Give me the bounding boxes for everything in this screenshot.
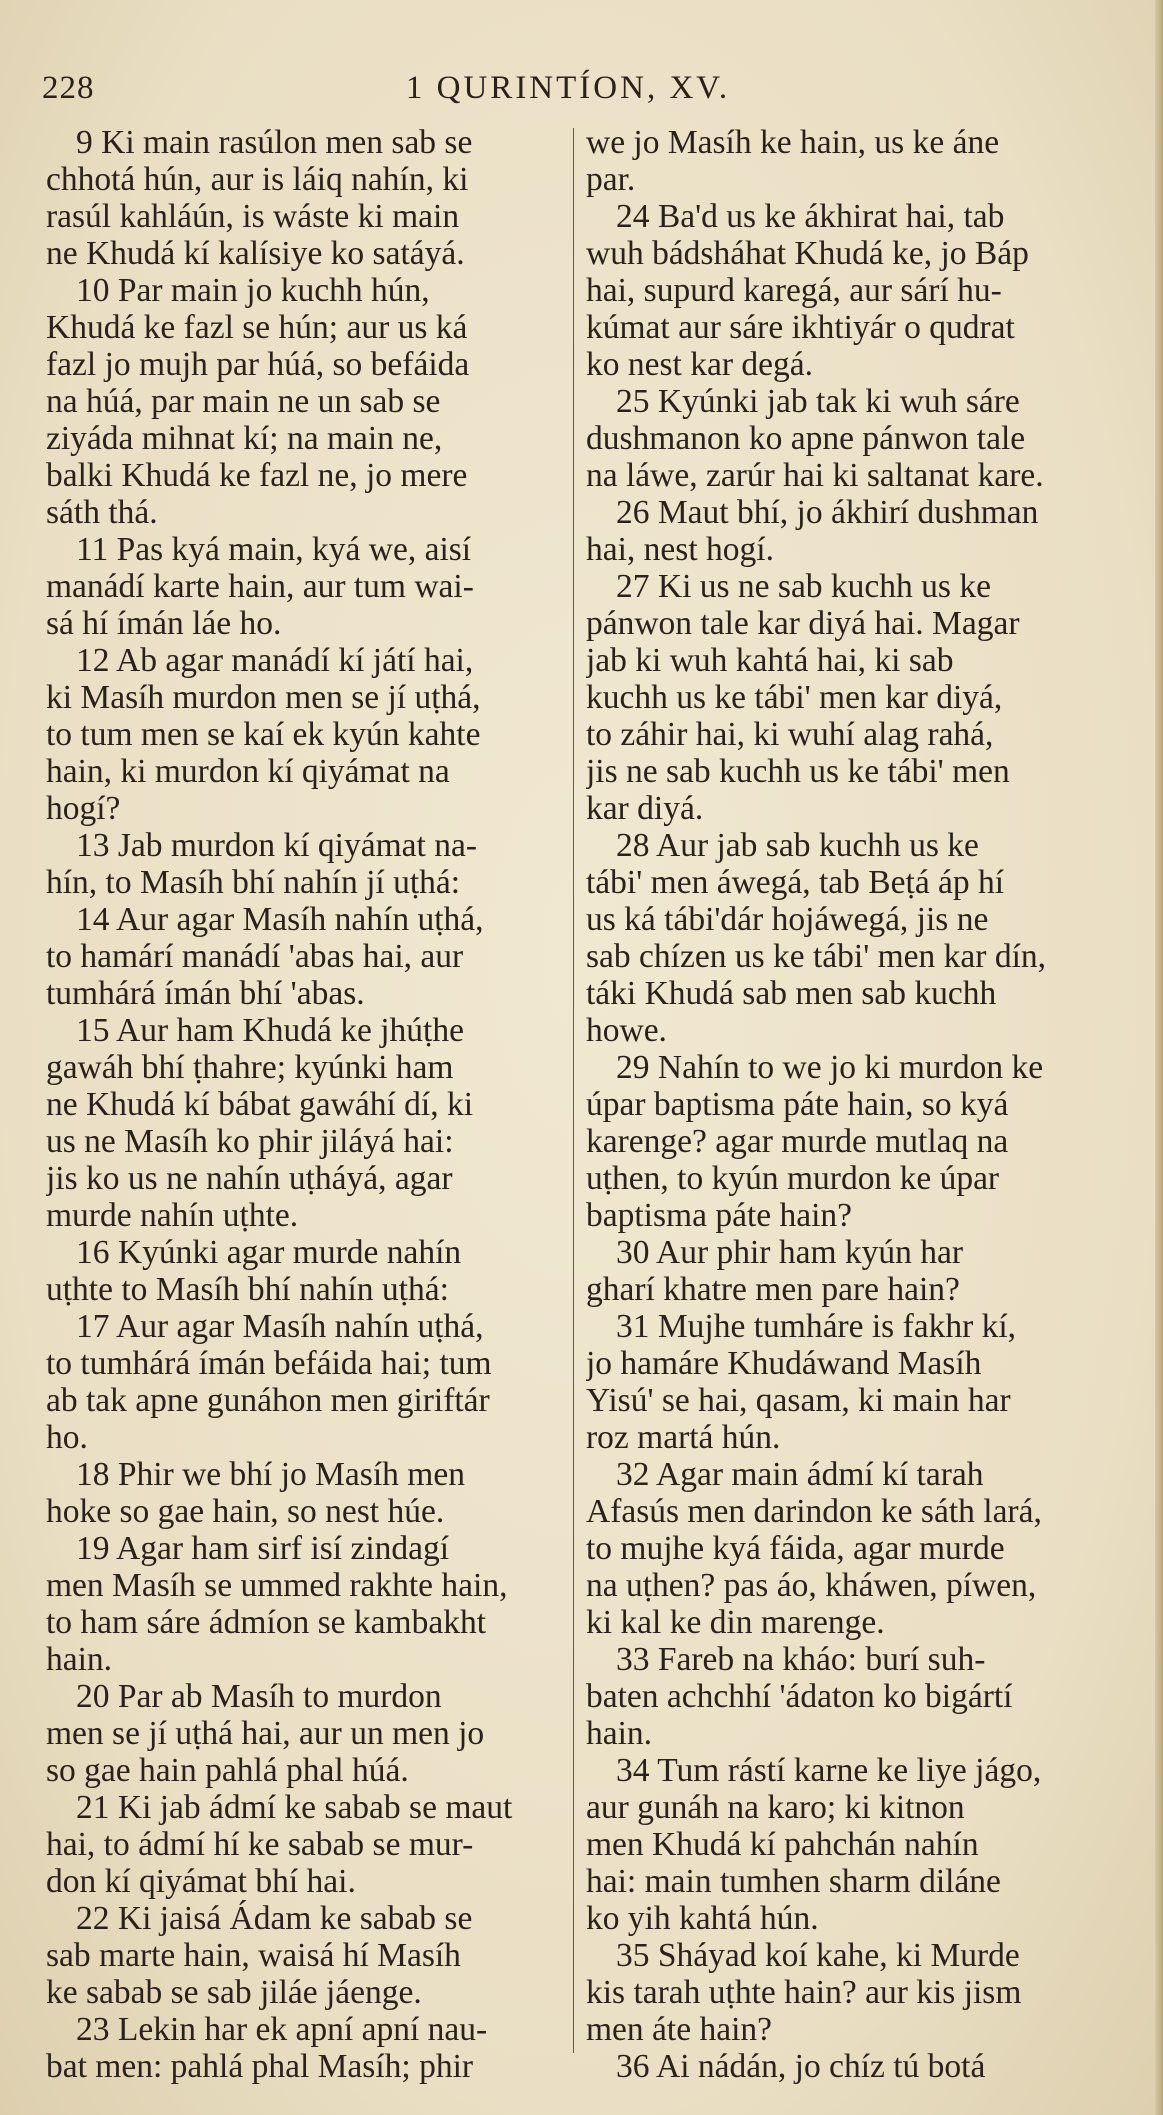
text-line: jab ki wuh kahtá hai, ki sab (586, 642, 954, 679)
text-line: hai, supurd karegá, aur sárí hu- (586, 272, 1002, 309)
text-line: 28 Aur jab sab kuchh us ke (616, 827, 979, 864)
text-line: sab chízen us ke tábi' men kar dín, (586, 938, 1047, 975)
text-line: ki Masíh murdon men se jí uṭhá, (46, 679, 481, 716)
text-line: 35 Sháyad koí kahe, ki Murde (616, 1937, 1020, 1974)
text-line: jis ko us ne nahín uṭháyá, agar (46, 1160, 453, 1197)
text-line: 25 Kyúnki jab tak ki wuh sáre (616, 383, 1020, 420)
text-line: we jo Masíh ke hain, us ke áne (586, 124, 1000, 161)
text-line: roz martá hún. (586, 1419, 781, 1456)
text-line: kis tarah uṭhte hain? aur kis jism (586, 1974, 1022, 2011)
text-line: aur gunáh na karo; ki kitnon (586, 1789, 965, 1826)
text-line: karenge? agar murde mutlaq na (586, 1123, 1009, 1160)
text-line: men Khudá kí pahchán nahín (586, 1826, 979, 1863)
right-column (586, 124, 1098, 2085)
text-line: 12 Ab agar manádí kí játí hai, (76, 642, 474, 679)
text-line: jo hamáre Khudáwand Masíh (586, 1345, 982, 1382)
text-line: 22 Ki jaisá Ádam ke sabab se (76, 1900, 473, 1937)
text-line: 13 Jab murdon kí qiyámat na- (76, 827, 477, 864)
text-line: 34 Tum rástí karne ke liye jágo, (616, 1752, 1042, 1789)
text-line: 33 Fareb na kháo: burí suh- (616, 1641, 986, 1678)
text-line: sá hí ímán láe ho. (46, 605, 282, 642)
text-line: ko nest kar degá. (586, 346, 813, 383)
text-line: wuh bádsháhat Khudá ke, jo Báp (586, 235, 1029, 272)
text-line: hoke so gae hain, so nest húe. (46, 1493, 445, 1530)
text-line: 27 Ki us ne sab kuchh us ke (616, 568, 991, 605)
text-line: to mujhe kyá fáida, agar murde (586, 1530, 1005, 1567)
text-line: to ham sáre ádmíon se kambakht (46, 1604, 487, 1641)
text-line: don kí qiyámat bhí hai. (46, 1863, 356, 1900)
text-line: to tum men se kaí ek kyún kahte (46, 716, 481, 753)
text-line: kuchh us ke tábi' men kar diyá, (586, 679, 1003, 716)
text-line: 15 Aur ham Khudá ke jhúṭhe (76, 1012, 464, 1049)
text-line: 26 Maut bhí, jo ákhirí dushman (616, 494, 1039, 531)
text-line: na láwe, zarúr hai ki saltanat kare. (586, 457, 1044, 494)
text-line: ne Khudá kí bábat gawáhí dí, ki (46, 1086, 474, 1123)
text-line: ke sabab se sab jiláe jáenge. (46, 1974, 422, 2011)
text-line: Yisú' se hai, qasam, ki main har (586, 1382, 1011, 1419)
text-line: uṭhte to Masíh bhí nahín uṭhá: (46, 1271, 449, 1308)
text-line: murde nahín uṭhte. (46, 1197, 299, 1234)
text-line: 10 Par main jo kuchh hún, (76, 272, 430, 309)
text-line: 16 Kyúnki agar murde nahín (76, 1234, 462, 1271)
text-line: to hamárí manádí 'abas hai, aur (46, 938, 464, 975)
text-line: chhotá hún, aur is láiq nahín, ki (46, 161, 469, 198)
text-line: ki kal ke din marenge. (586, 1604, 885, 1641)
text-line: 17 Aur agar Masíh nahín uṭhá, (76, 1308, 484, 1345)
text-line: hain. (586, 1715, 653, 1752)
text-line: men Masíh se ummed rakhte hain, (46, 1567, 508, 1604)
text-line: to záhir hai, ki wuhí alag rahá, (586, 716, 994, 753)
text-line: 11 Pas kyá main, kyá we, aisí (76, 531, 472, 568)
text-line: so gae hain pahlá phal húá. (46, 1752, 409, 1789)
text-line: 32 Agar main ádmí kí tarah (616, 1456, 984, 1493)
text-line: hai, nest hogí. (586, 531, 774, 568)
text-line: 19 Agar ham sirf isí zindagí (76, 1530, 450, 1567)
text-line: fazl jo mujh par húá, so befáida (46, 346, 470, 383)
text-line: hain, ki murdon kí qiyámat na (46, 753, 450, 790)
text-line: 9 Ki main rasúlon men sab se (76, 124, 473, 161)
text-line: na uṭhen? pas áo, kháwen, píwen, (586, 1567, 1037, 1604)
text-line: rasúl kahláún, is wáste ki main (46, 198, 460, 235)
page-number: 228 (42, 70, 95, 106)
left-column (46, 124, 556, 2085)
text-line: gharí khatre men pare hain? (586, 1271, 960, 1308)
text-line: tumhárá ímán bhí 'abas. (46, 975, 365, 1012)
text-line: hai, to ádmí hí ke sabab se mur- (46, 1826, 474, 1863)
text-line: bat men: pahlá phal Masíh; phir (46, 2048, 474, 2085)
text-line: Afasús men darindon ke sáth lará, (586, 1493, 1042, 1530)
text-line: hogí? (46, 790, 121, 827)
text-line: jis ne sab kuchh us ke tábi' men (586, 753, 1010, 790)
text-line: hín, to Masíh bhí nahín jí uṭhá: (46, 864, 461, 901)
text-line: manádí karte hain, aur tum wai- (46, 568, 474, 605)
text-line: men se jí uṭhá hai, aur un men jo (46, 1715, 485, 1752)
text-line: men áte hain? (586, 2011, 773, 2048)
text-line: Khudá ke fazl se hún; aur us ká (46, 309, 468, 346)
text-line: 21 Ki jab ádmí ke sabab se maut (76, 1789, 513, 1826)
text-line: na húá, par main ne un sab se (46, 383, 441, 420)
text-line: 14 Aur agar Masíh nahín uṭhá, (76, 901, 484, 938)
text-line: 24 Ba'd us ke ákhirat hai, tab (616, 198, 1005, 235)
text-line: dushmanon ko apne pánwon tale (586, 420, 1026, 457)
text-line: 31 Mujhe tumháre is fakhr kí, (616, 1308, 1017, 1345)
text-line: ziyáda mihnat kí; na main ne, (46, 420, 443, 457)
text-line: 23 Lekin har ek apní apní nau- (76, 2011, 488, 2048)
page-edge (1155, 0, 1163, 2115)
text-line: uṭhen, to kyún murdon ke úpar (586, 1160, 1000, 1197)
text-line: táki Khudá sab men sab kuchh (586, 975, 997, 1012)
text-line: sab marte hain, waisá hí Masíh (46, 1937, 461, 1974)
text-line: sáth thá. (46, 494, 158, 531)
text-line: hai: main tumhen sharm diláne (586, 1863, 1001, 1900)
text-line: to tumhárá ímán befáida hai; tum (46, 1345, 492, 1382)
text-line: úpar baptisma páte hain, so kyá (586, 1086, 1009, 1123)
text-line: 29 Nahín to we jo ki murdon ke (616, 1049, 1044, 1086)
text-line: kúmat aur sáre ikhtiyár o qudrat (586, 309, 1015, 346)
text-line: 20 Par ab Masíh to murdon (76, 1678, 442, 1715)
text-line: kar diyá. (586, 790, 704, 827)
text-line: baptisma páte hain? (586, 1197, 853, 1234)
text-line: 18 Phir we bhí jo Masíh men (76, 1456, 465, 1493)
column-divider (573, 128, 574, 2053)
text-line: ho. (46, 1419, 88, 1456)
text-line: howe. (586, 1012, 667, 1049)
running-title: 1 QURINTÍON, XV. (405, 70, 731, 106)
text-line: pánwon tale kar diyá hai. Magar (586, 605, 1020, 642)
text-line: 30 Aur phir ham kyún har (616, 1234, 964, 1271)
text-line: ab tak apne gunáhon men giriftár (46, 1382, 490, 1419)
text-line: baten achchhí 'ádaton ko bigártí (586, 1678, 1013, 1715)
text-line: balki Khudá ke fazl ne, jo mere (46, 457, 468, 494)
text-line: us ne Masíh ko phir jiláyá hai: (46, 1123, 454, 1160)
text-line: ko yih kahtá hún. (586, 1900, 819, 1937)
text-line: us ká tábi'dár hojáwegá, jis ne (586, 901, 989, 938)
text-line: gawáh bhí ṭhahre; kyúnki ham (46, 1049, 454, 1086)
text-line: tábi' men áwegá, tab Beṭá áp hí (586, 864, 1005, 901)
page-header (42, 70, 1094, 120)
text-line: par. (586, 161, 636, 198)
text-line: hain. (46, 1641, 113, 1678)
text-line: 36 Ai nádán, jo chíz tú botá (616, 2048, 986, 2085)
text-line: ne Khudá kí kalísiye ko satáyá. (46, 235, 465, 272)
